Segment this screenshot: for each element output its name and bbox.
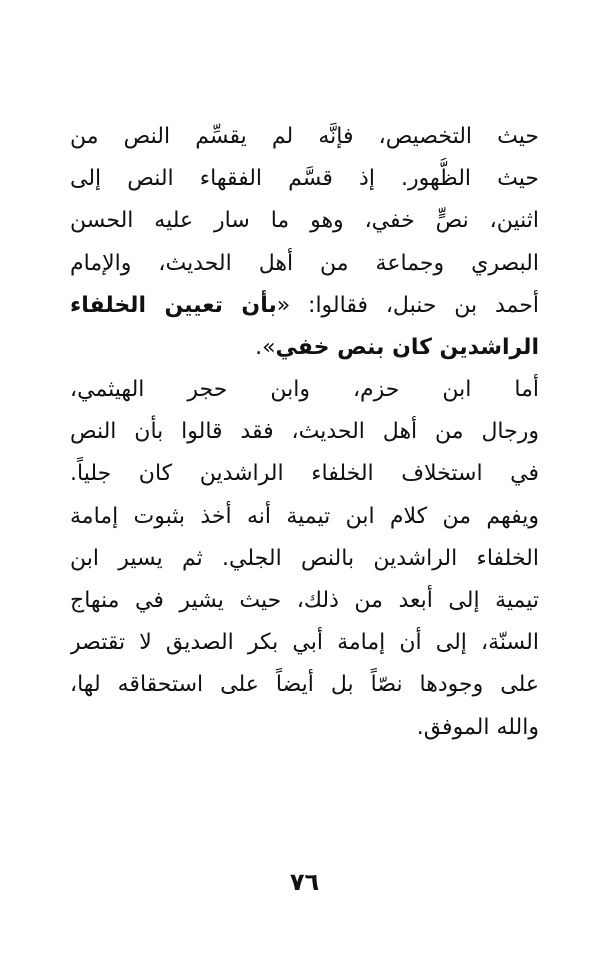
text-line: الخلفاء الراشدين بالنص الجلي. ثم يسير ابن: [70, 545, 539, 571]
text-line: على وجودها نصّاً بل أيضاً على استحقاقه لها،: [70, 672, 539, 698]
text-line: حيث التخصيص، فإنَّه لم يقسِّم النص من: [70, 124, 539, 149]
page-number: ٧٦: [289, 868, 320, 896]
quote-intro: أحمد بن حنبل، فقالوا: «: [276, 292, 539, 318]
text-line: تيمية إلى أبعد من ذلك، حيث يشير في منهاج: [70, 587, 539, 613]
quote-bold-part-1: بأن تعيين الخلفاء: [70, 292, 277, 318]
quote-bold-part-2: الراشدين كان بنص خفي: [275, 334, 539, 360]
text-line-quote-end: [70, 327, 539, 369]
text-line: والله الموفق.: [416, 714, 539, 740]
text-line: ورجال من أهل الحديث، فقد قالوا بأن النص: [70, 419, 539, 445]
text-line: اثنين، نصٍّ خفي، وهو ما سار عليه الحسن: [70, 208, 539, 234]
paragraph-1: [70, 116, 539, 369]
quote-close: ».: [255, 334, 276, 360]
text-line: البصري وجماعة من أهل الحديث، والإمام: [70, 250, 539, 276]
text-line-quote-start: [70, 285, 539, 327]
text-line: أما ابن حزم، وابن حجر الهيثمي،: [70, 377, 539, 402]
text-line: ويفهم من كلام ابن تيمية أنه أخذ بثبوت إمامة: [70, 503, 539, 529]
paragraph-2: [70, 369, 539, 749]
text-line: في استخلاف الخلفاء الراشدين كان جلياً.: [70, 461, 539, 487]
text-line: حيث الظُّهور. إذ قسَّم الفقهاء النص إلى: [70, 166, 539, 192]
text-line: السنّة، إلى أن إمامة أبي بكر الصديق لا تقتصر: [70, 630, 539, 656]
